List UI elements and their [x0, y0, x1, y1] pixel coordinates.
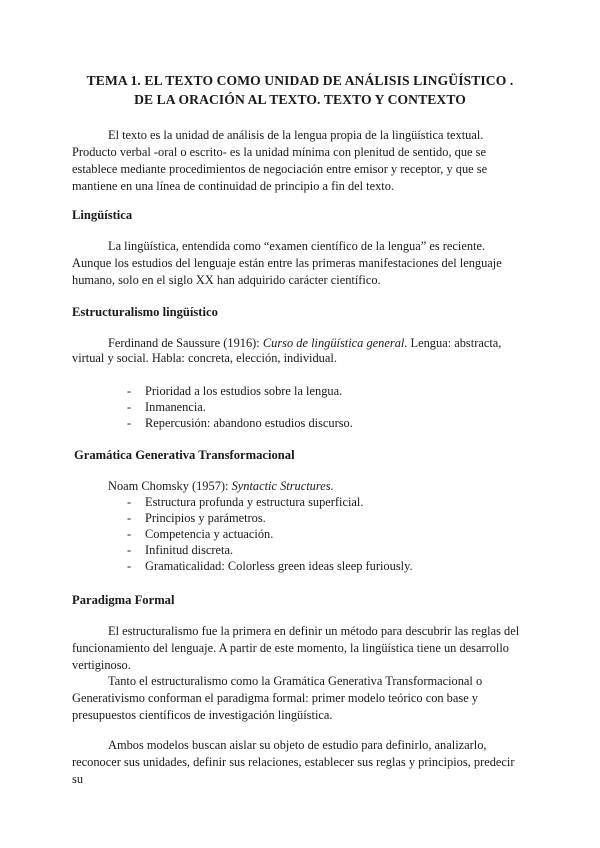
paradigma-paragraph-1: [72, 623, 522, 674]
title-line-2: DE LA ORACIÓN AL TEXTO. TEXTO Y CONTEXTO: [134, 92, 466, 107]
list-item: Competencia y actuación.: [145, 527, 274, 541]
saussure-line-2: virtual y social. Habla: concreta, elección, individual.: [72, 351, 337, 365]
chomsky-work: Syntactic Structures.: [231, 479, 334, 493]
document-title: [72, 71, 528, 109]
chomsky-author: Noam Chomsky (1957):: [108, 479, 229, 493]
linguistica-paragraph: [72, 238, 522, 289]
paradigma-text-1: El estructuralismo fue la primera en definir un método para descubrir las reglas del funcionamiento del lenguaje. A partir de este momento, la lingüística tiene un desarrollo vertiginoso.: [72, 624, 520, 672]
paradigma-text-2: Tanto el estructuralismo como la Gramática Generativa Transformacional o Generativismo conforman el paradigma formal: primer modelo teórico con base y presupuestos científicos de investigación lingüística.: [72, 674, 483, 722]
heading-estructuralismo: Estructuralismo lingüístico: [72, 305, 218, 319]
bullet-dash: -: [127, 527, 132, 541]
list-item: Infinitud discreta.: [145, 543, 234, 557]
bullet-dash: -: [127, 511, 132, 525]
intro-text: El texto es la unidad de análisis de la lengua propia de la lingüística textual. Producto verbal -oral o escrito- es la unidad mínima con plenitud de sentido, que se establece mediante procedimientos de negociación entre emisor y receptor, y que se mantiene en una línea de continuidad de principio a fin del texto.: [72, 128, 488, 193]
paradigma-paragraph-3: [72, 737, 522, 788]
heading-paradigma: Paradigma Formal: [72, 593, 175, 607]
chomsky-line: [108, 478, 334, 495]
bullet-dash: -: [127, 543, 132, 557]
bullet-dash: -: [127, 384, 132, 398]
paradigma-text-3: Ambos modelos buscan aislar su objeto de estudio para definirlo, analizarlo, reconocer sus unidades, definir sus relaciones, establecer sus reglas y principios, predecir su: [72, 738, 515, 786]
heading-linguistica: Lingüística: [72, 208, 133, 222]
linguistica-text: La lingüística, entendida como “examen científico de la lengua” es reciente. Aunque los estudios del lenguaje están entre las primeras manifestaciones del lenguaje humano, solo en el siglo XX han adquirido carácter científico.: [72, 239, 502, 287]
saussure-work: Curso de lingüística general.: [262, 336, 408, 350]
intro-paragraph: [72, 127, 522, 195]
list-item: Gramaticalidad: Colorless green ideas sleep furiously.: [145, 559, 413, 573]
bullet-dash: -: [127, 416, 132, 430]
list-item: Repercusión: abandono estudios discurso.: [145, 416, 353, 430]
title-line-1: TEMA 1. EL TEXTO COMO UNIDAD DE ANÁLISIS LINGÜÍSTICO .: [86, 73, 514, 88]
list-item: Principios y parámetros.: [145, 511, 266, 525]
paradigma-paragraph-2: [72, 673, 522, 724]
list-item: Inmanencia.: [145, 400, 206, 414]
bullet-dash: -: [127, 559, 132, 573]
heading-generativa: Gramática Generativa Transformacional: [74, 448, 295, 462]
saussure-rest: Lengua: abstracta,: [410, 336, 502, 350]
saussure-author: Ferdinand de Saussure (1916):: [108, 336, 260, 350]
list-item: Estructura profunda y estructura superficial.: [145, 495, 364, 509]
list-item: Prioridad a los estudios sobre la lengua.: [145, 384, 343, 398]
bullet-dash: -: [127, 495, 132, 509]
bullet-dash: -: [127, 400, 132, 414]
